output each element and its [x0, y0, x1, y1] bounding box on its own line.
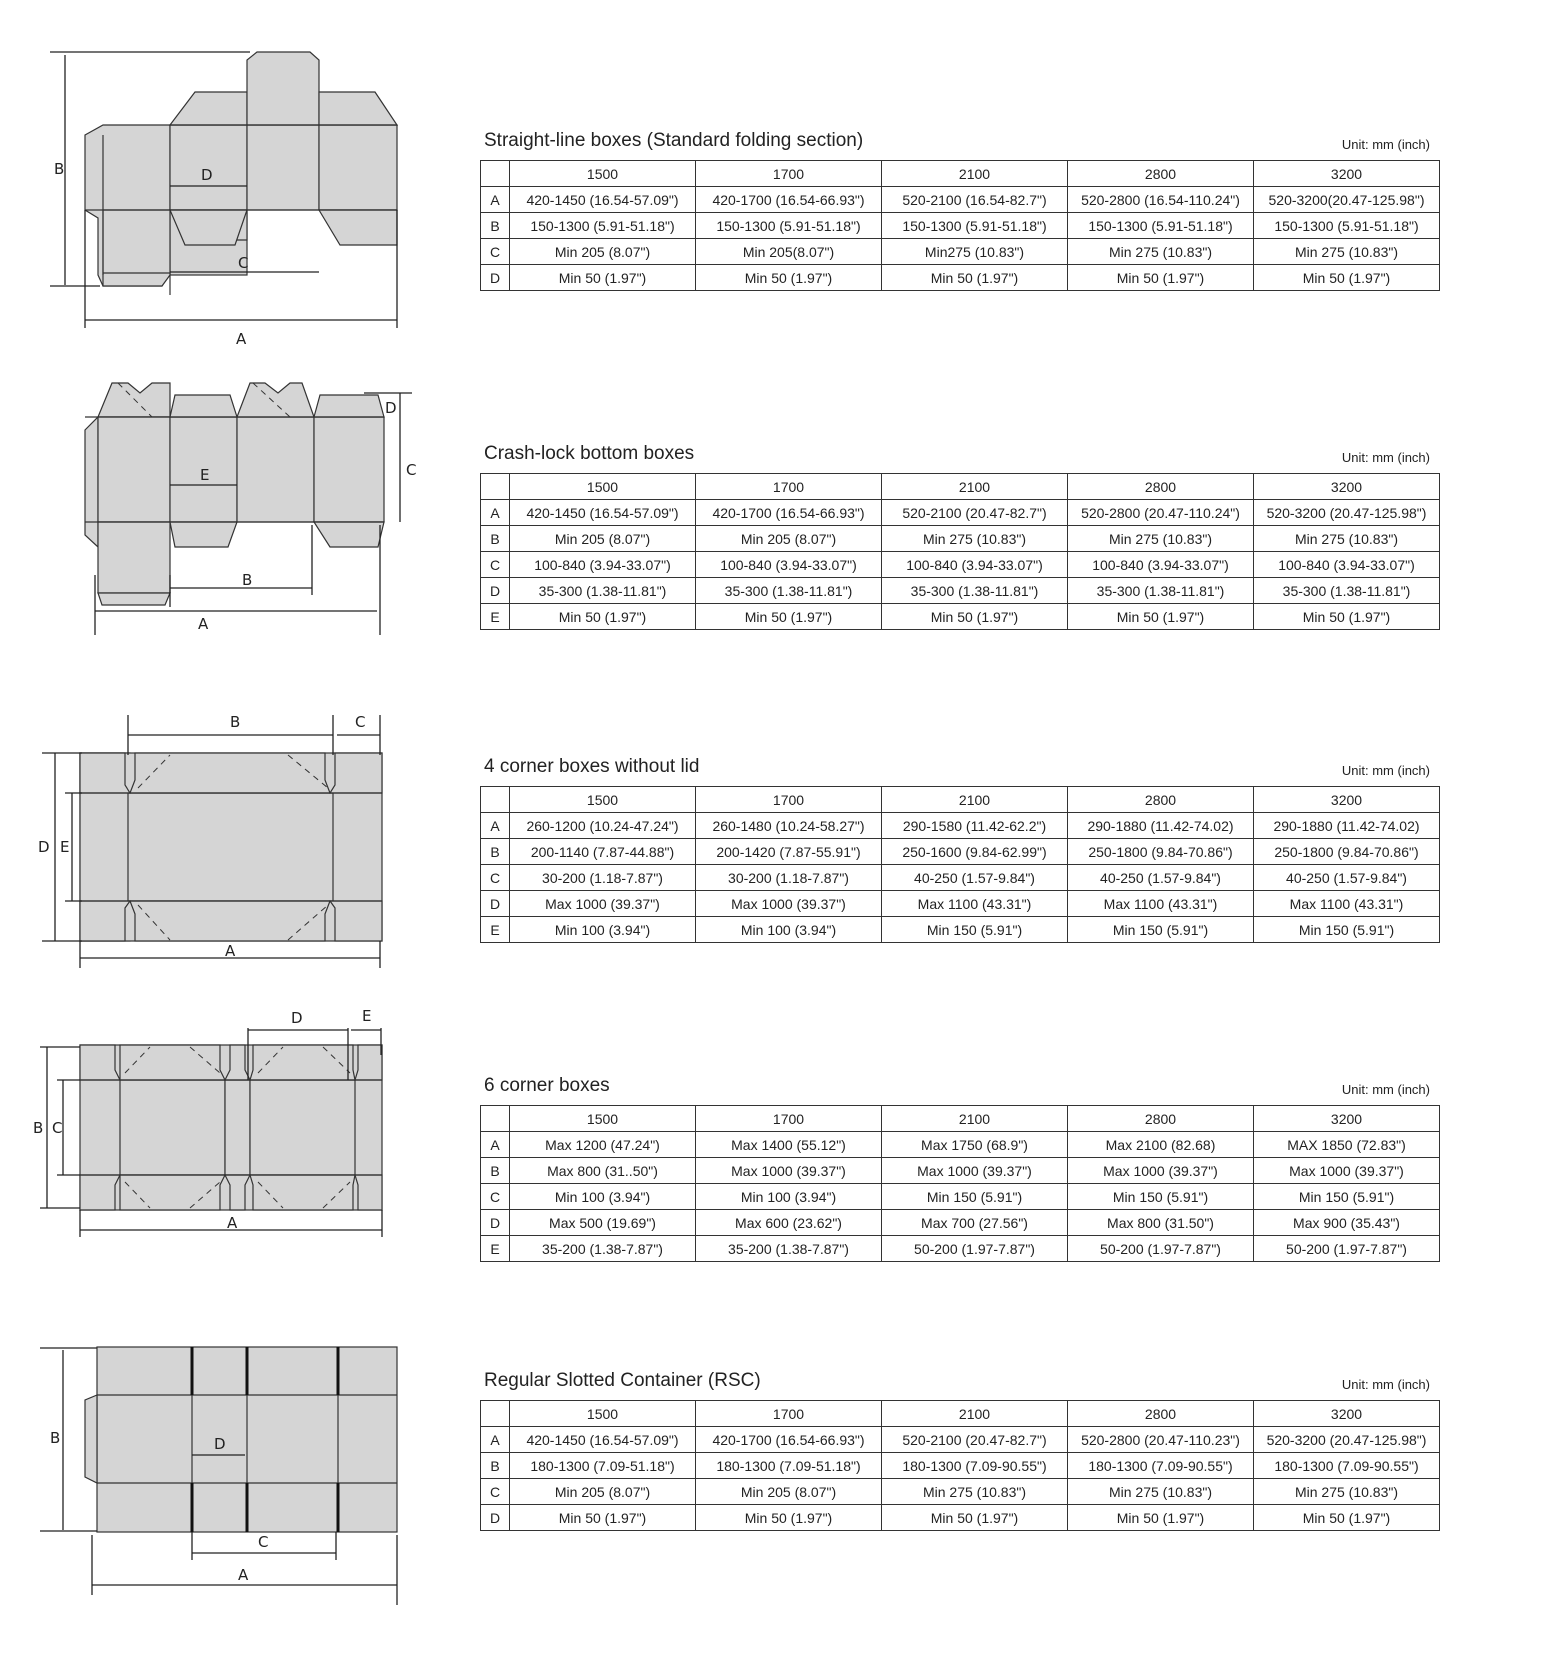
row-key: A	[481, 1427, 510, 1453]
table-row	[481, 526, 1440, 552]
table-cell: Min 275 (10.83")	[1254, 526, 1440, 552]
table-row	[481, 1158, 1440, 1184]
table-cell: 150-1300 (5.91-51.18")	[882, 213, 1068, 239]
table-cell: Min 205 (8.07")	[510, 239, 696, 265]
table-cell: 40-250 (1.57-9.84")	[882, 865, 1068, 891]
table-row	[481, 813, 1440, 839]
section-title: Straight-line boxes (Standard folding section)	[484, 130, 864, 151]
table-cell: 520-2800 (20.47-110.24")	[1068, 500, 1254, 526]
table-cell: Min 150 (5.91")	[1068, 1184, 1254, 1210]
table-cell: Min 100 (3.94")	[510, 917, 696, 943]
column-header: 1500	[510, 474, 696, 500]
column-header: 2100	[882, 161, 1068, 187]
column-header: 1500	[510, 1401, 696, 1427]
table-cell: 200-1420 (7.87-55.91")	[696, 839, 882, 865]
table-row	[481, 865, 1440, 891]
dim-label-a: A	[236, 330, 247, 348]
rsc-box-dieline	[40, 1345, 410, 1620]
table-cell: Min 50 (1.97")	[1068, 604, 1254, 630]
dim-label-d: D	[291, 1009, 303, 1027]
table-cell: Max 1400 (55.12")	[696, 1132, 882, 1158]
table-row	[481, 1210, 1440, 1236]
table-cell: 260-1200 (10.24-47.24")	[510, 813, 696, 839]
table-cell: Min 205 (8.07")	[510, 1479, 696, 1505]
table-header-row	[481, 1401, 1440, 1427]
dim-label-c: C	[406, 461, 417, 479]
table-cell: 180-1300 (7.09-51.18")	[510, 1453, 696, 1479]
table-cell: Min 50 (1.97")	[1254, 604, 1440, 630]
table-cell: Min 50 (1.97")	[696, 265, 882, 291]
table-cell: 290-1880 (11.42-74.02)	[1254, 813, 1440, 839]
spec-table	[480, 786, 1440, 943]
row-key: C	[481, 1479, 510, 1505]
row-key: D	[481, 891, 510, 917]
table-cell: Min 150 (5.91")	[1254, 917, 1440, 943]
table-cell: 150-1300 (5.91-51.18")	[696, 213, 882, 239]
4-corner-box-dieline	[30, 700, 410, 980]
table-cell: 100-840 (3.94-33.07")	[882, 552, 1068, 578]
section-title: Regular Slotted Container (RSC)	[484, 1370, 761, 1391]
table-row	[481, 1132, 1440, 1158]
table-cell: Min 150 (5.91")	[1068, 917, 1254, 943]
column-header: 1700	[696, 1106, 882, 1132]
column-header: 3200	[1254, 161, 1440, 187]
table-cell: 520-3200(20.47-125.98")	[1254, 187, 1440, 213]
column-header: 3200	[1254, 474, 1440, 500]
table-cell: Max 900 (35.43")	[1254, 1210, 1440, 1236]
column-header: 2800	[1068, 1401, 1254, 1427]
column-header: 2100	[882, 1401, 1068, 1427]
row-key: D	[481, 265, 510, 291]
table-cell: Max 1000 (39.37")	[1254, 1158, 1440, 1184]
table-row	[481, 552, 1440, 578]
table-cell: 520-2800 (20.47-110.23")	[1068, 1427, 1254, 1453]
section-title: 4 corner boxes without lid	[484, 756, 700, 777]
dim-label-d: D	[201, 166, 213, 184]
table-row	[481, 578, 1440, 604]
table-cell: Min 275 (10.83")	[882, 526, 1068, 552]
unit-label: Unit: mm (inch)	[1341, 1082, 1430, 1097]
table-cell: Max 800 (31..50")	[510, 1158, 696, 1184]
table-cell: Min 50 (1.97")	[510, 1505, 696, 1531]
table-cell: Max 1100 (43.31")	[1254, 891, 1440, 917]
unit-label: Unit: mm (inch)	[1341, 450, 1430, 465]
table-cell: 35-300 (1.38-11.81")	[882, 578, 1068, 604]
row-key: E	[481, 1236, 510, 1262]
table-cell: MAX 1850 (72.83")	[1254, 1132, 1440, 1158]
dim-label-e: E	[362, 1007, 372, 1025]
table-cell: 30-200 (1.18-7.87")	[510, 865, 696, 891]
table-cell: 420-1700 (16.54-66.93")	[696, 500, 882, 526]
table-cell: Max 1100 (43.31")	[1068, 891, 1254, 917]
table-row	[481, 917, 1440, 943]
table-cell: Min 50 (1.97")	[1068, 1505, 1254, 1531]
table-row	[481, 1453, 1440, 1479]
table-row	[481, 839, 1440, 865]
column-header: 3200	[1254, 1106, 1440, 1132]
row-key: B	[481, 213, 510, 239]
table-row	[481, 265, 1440, 291]
column-header: 1700	[696, 1401, 882, 1427]
dim-label-e: E	[60, 838, 70, 856]
table-row	[481, 239, 1440, 265]
table-cell: Min 205 (8.07")	[696, 526, 882, 552]
diagram-rsc-box	[40, 1345, 410, 1620]
table-cell: 100-840 (3.94-33.07")	[510, 552, 696, 578]
unit-label: Unit: mm (inch)	[1341, 137, 1430, 152]
table-cell: Min 50 (1.97")	[1254, 1505, 1440, 1531]
dim-label-a: A	[225, 942, 236, 960]
straight-line-box-dieline	[40, 50, 410, 350]
column-header: 2100	[882, 787, 1068, 813]
table-cell: Max 500 (19.69")	[510, 1210, 696, 1236]
dim-label-c: C	[355, 713, 366, 731]
table-header-row	[481, 474, 1440, 500]
column-header: 2100	[882, 1106, 1068, 1132]
table-header-row	[481, 161, 1440, 187]
table-row	[481, 891, 1440, 917]
table-row	[481, 1427, 1440, 1453]
spec-table	[480, 160, 1440, 291]
table-cell: Min 50 (1.97")	[696, 604, 882, 630]
table-cell: 50-200 (1.97-7.87")	[1254, 1236, 1440, 1262]
table-cell: Max 1000 (39.37")	[696, 891, 882, 917]
table-header-row	[481, 787, 1440, 813]
table-cell: 420-1700 (16.54-66.93")	[696, 1427, 882, 1453]
dim-label-e: E	[200, 466, 210, 484]
table-row	[481, 500, 1440, 526]
dim-label-d: D	[385, 399, 397, 417]
dim-label-b: B	[50, 1429, 61, 1447]
table-cell: Min 205 (8.07")	[510, 526, 696, 552]
row-key: B	[481, 839, 510, 865]
dim-label-a: A	[227, 1214, 238, 1232]
column-header: 3200	[1254, 1401, 1440, 1427]
table-cell: 180-1300 (7.09-51.18")	[696, 1453, 882, 1479]
dim-label-d: D	[38, 838, 50, 856]
table-cell: 35-200 (1.38-7.87")	[510, 1236, 696, 1262]
row-key: B	[481, 526, 510, 552]
table-cell: 520-2100 (20.47-82.7")	[882, 1427, 1068, 1453]
table-cell: 50-200 (1.97-7.87")	[882, 1236, 1068, 1262]
dim-label-a: A	[198, 615, 209, 633]
row-key: A	[481, 187, 510, 213]
table-cell: Max 1100 (43.31")	[882, 891, 1068, 917]
table-cell: Min 50 (1.97")	[696, 1505, 882, 1531]
row-key: B	[481, 1453, 510, 1479]
table-cell: Min 150 (5.91")	[882, 1184, 1068, 1210]
table-cell: 200-1140 (7.87-44.88")	[510, 839, 696, 865]
table-cell: 180-1300 (7.09-90.55")	[1068, 1453, 1254, 1479]
table-cell: Min 205 (8.07")	[696, 1479, 882, 1505]
column-header: 3200	[1254, 787, 1440, 813]
dim-label-b: B	[33, 1119, 44, 1137]
table-cell: Min 275 (10.83")	[1068, 1479, 1254, 1505]
header-corner	[481, 161, 510, 187]
diagram-straight-line-box	[40, 50, 410, 350]
table-cell: 35-300 (1.38-11.81")	[510, 578, 696, 604]
table-cell: Min 275 (10.83")	[1254, 239, 1440, 265]
row-key: D	[481, 578, 510, 604]
column-header: 1700	[696, 474, 882, 500]
table-cell: 40-250 (1.57-9.84")	[1068, 865, 1254, 891]
6-corner-box-dieline	[25, 1007, 410, 1275]
spec-table	[480, 473, 1440, 630]
table-cell: 520-2100 (20.47-82.7")	[882, 500, 1068, 526]
table-cell: 520-2800 (16.54-110.24")	[1068, 187, 1254, 213]
table-cell: Min 50 (1.97")	[1068, 265, 1254, 291]
table-cell: 100-840 (3.94-33.07")	[1068, 552, 1254, 578]
table-row	[481, 1184, 1440, 1210]
dim-label-b: B	[242, 571, 253, 589]
table-row	[481, 213, 1440, 239]
table-cell: 250-1800 (9.84-70.86")	[1254, 839, 1440, 865]
table-cell: Max 700 (27.56")	[882, 1210, 1068, 1236]
table-cell: 35-300 (1.38-11.81")	[1068, 578, 1254, 604]
column-header: 2800	[1068, 161, 1254, 187]
column-header: 1500	[510, 787, 696, 813]
header-corner	[481, 1401, 510, 1427]
header-corner	[481, 787, 510, 813]
table-cell: Min 50 (1.97")	[1254, 265, 1440, 291]
table-row	[481, 1236, 1440, 1262]
table-cell: 150-1300 (5.91-51.18")	[1068, 213, 1254, 239]
header-corner	[481, 1106, 510, 1132]
table-cell: 520-3200 (20.47-125.98")	[1254, 500, 1440, 526]
table-cell: Max 1750 (68.9")	[882, 1132, 1068, 1158]
table-cell: Min 50 (1.97")	[510, 265, 696, 291]
table-cell: Min 150 (5.91")	[882, 917, 1068, 943]
diagram-crash-lock-box	[40, 375, 417, 665]
table-cell: Min 50 (1.97")	[882, 1505, 1068, 1531]
column-header: 1700	[696, 161, 882, 187]
table-cell: Max 800 (31.50")	[1068, 1210, 1254, 1236]
table-cell: 260-1480 (10.24-58.27")	[696, 813, 882, 839]
unit-label: Unit: mm (inch)	[1341, 1377, 1430, 1392]
table-cell: 35-300 (1.38-11.81")	[1254, 578, 1440, 604]
table-cell: Min 275 (10.83")	[1254, 1479, 1440, 1505]
table-cell: 290-1580 (11.42-62.2")	[882, 813, 1068, 839]
table-cell: Min 100 (3.94")	[696, 1184, 882, 1210]
table-cell: Min 275 (10.83")	[1068, 239, 1254, 265]
row-key: A	[481, 1132, 510, 1158]
table-cell: Max 2100 (82.68)	[1068, 1132, 1254, 1158]
table-cell: 100-840 (3.94-33.07")	[1254, 552, 1440, 578]
column-header: 2800	[1068, 474, 1254, 500]
table-cell: 250-1600 (9.84-62.99")	[882, 839, 1068, 865]
table-cell: 30-200 (1.18-7.87")	[696, 865, 882, 891]
dim-label-d: D	[214, 1435, 226, 1453]
row-key: A	[481, 813, 510, 839]
table-row	[481, 604, 1440, 630]
dim-label-b: B	[54, 160, 65, 178]
dim-label-a: A	[238, 1566, 249, 1584]
row-key: D	[481, 1210, 510, 1236]
diagram-4-corner-box	[30, 700, 410, 980]
table-cell: 250-1800 (9.84-70.86")	[1068, 839, 1254, 865]
column-header: 1500	[510, 1106, 696, 1132]
column-header: 2800	[1068, 1106, 1254, 1132]
column-header: 2800	[1068, 787, 1254, 813]
crash-lock-box-dieline	[40, 375, 417, 665]
row-key: C	[481, 865, 510, 891]
table-cell: 35-200 (1.38-7.87")	[696, 1236, 882, 1262]
table-cell: Min 275 (10.83")	[1068, 526, 1254, 552]
section-title: 6 corner boxes	[484, 1075, 610, 1096]
section-title: Crash-lock bottom boxes	[484, 443, 695, 464]
table-row	[481, 1479, 1440, 1505]
table-cell: Max 1200 (47.24")	[510, 1132, 696, 1158]
table-cell: 520-3200 (20.47-125.98")	[1254, 1427, 1440, 1453]
table-cell: Min 100 (3.94")	[510, 1184, 696, 1210]
table-cell: Min 50 (1.97")	[882, 604, 1068, 630]
table-cell: 180-1300 (7.09-90.55")	[882, 1453, 1068, 1479]
table-cell: Min 205(8.07")	[696, 239, 882, 265]
table-cell: Min 100 (3.94")	[696, 917, 882, 943]
table-cell: 420-1450 (16.54-57.09")	[510, 500, 696, 526]
row-key: C	[481, 239, 510, 265]
table-cell: 35-300 (1.38-11.81")	[696, 578, 882, 604]
table-cell: 520-2100 (16.54-82.7")	[882, 187, 1068, 213]
row-key: E	[481, 604, 510, 630]
dim-label-c: C	[258, 1533, 269, 1551]
row-key: C	[481, 552, 510, 578]
table-cell: Min 50 (1.97")	[882, 265, 1068, 291]
dim-label-c: C	[238, 254, 249, 272]
column-header: 1700	[696, 787, 882, 813]
row-key: B	[481, 1158, 510, 1184]
table-cell: Max 1000 (39.37")	[510, 891, 696, 917]
row-key: E	[481, 917, 510, 943]
header-corner	[481, 474, 510, 500]
dim-label-b: B	[230, 713, 241, 731]
row-key: C	[481, 1184, 510, 1210]
spec-table	[480, 1105, 1440, 1262]
table-cell: Max 600 (23.62")	[696, 1210, 882, 1236]
table-cell: 290-1880 (11.42-74.02)	[1068, 813, 1254, 839]
table-cell: Max 1000 (39.37")	[1068, 1158, 1254, 1184]
table-row	[481, 187, 1440, 213]
spec-table	[480, 1400, 1440, 1531]
column-header: 2100	[882, 474, 1068, 500]
row-key: D	[481, 1505, 510, 1531]
table-cell: Min 50 (1.97")	[510, 604, 696, 630]
diagram-6-corner-box	[25, 1007, 410, 1275]
row-key: A	[481, 500, 510, 526]
table-cell: Min 150 (5.91")	[1254, 1184, 1440, 1210]
table-cell: 180-1300 (7.09-90.55")	[1254, 1453, 1440, 1479]
table-cell: 40-250 (1.57-9.84")	[1254, 865, 1440, 891]
table-cell: Min275 (10.83")	[882, 239, 1068, 265]
unit-label: Unit: mm (inch)	[1341, 763, 1430, 778]
table-cell: Min 275 (10.83")	[882, 1479, 1068, 1505]
column-header: 1500	[510, 161, 696, 187]
table-header-row	[481, 1106, 1440, 1132]
table-row	[481, 1505, 1440, 1531]
table-cell: Max 1000 (39.37")	[696, 1158, 882, 1184]
dim-label-c: C	[52, 1119, 63, 1137]
table-cell: 150-1300 (5.91-51.18")	[1254, 213, 1440, 239]
table-cell: 420-1700 (16.54-66.93")	[696, 187, 882, 213]
table-cell: 50-200 (1.97-7.87")	[1068, 1236, 1254, 1262]
table-cell: 420-1450 (16.54-57.09")	[510, 1427, 696, 1453]
table-cell: 420-1450 (16.54-57.09")	[510, 187, 696, 213]
table-cell: 150-1300 (5.91-51.18")	[510, 213, 696, 239]
table-cell: 100-840 (3.94-33.07")	[696, 552, 882, 578]
table-cell: Max 1000 (39.37")	[882, 1158, 1068, 1184]
